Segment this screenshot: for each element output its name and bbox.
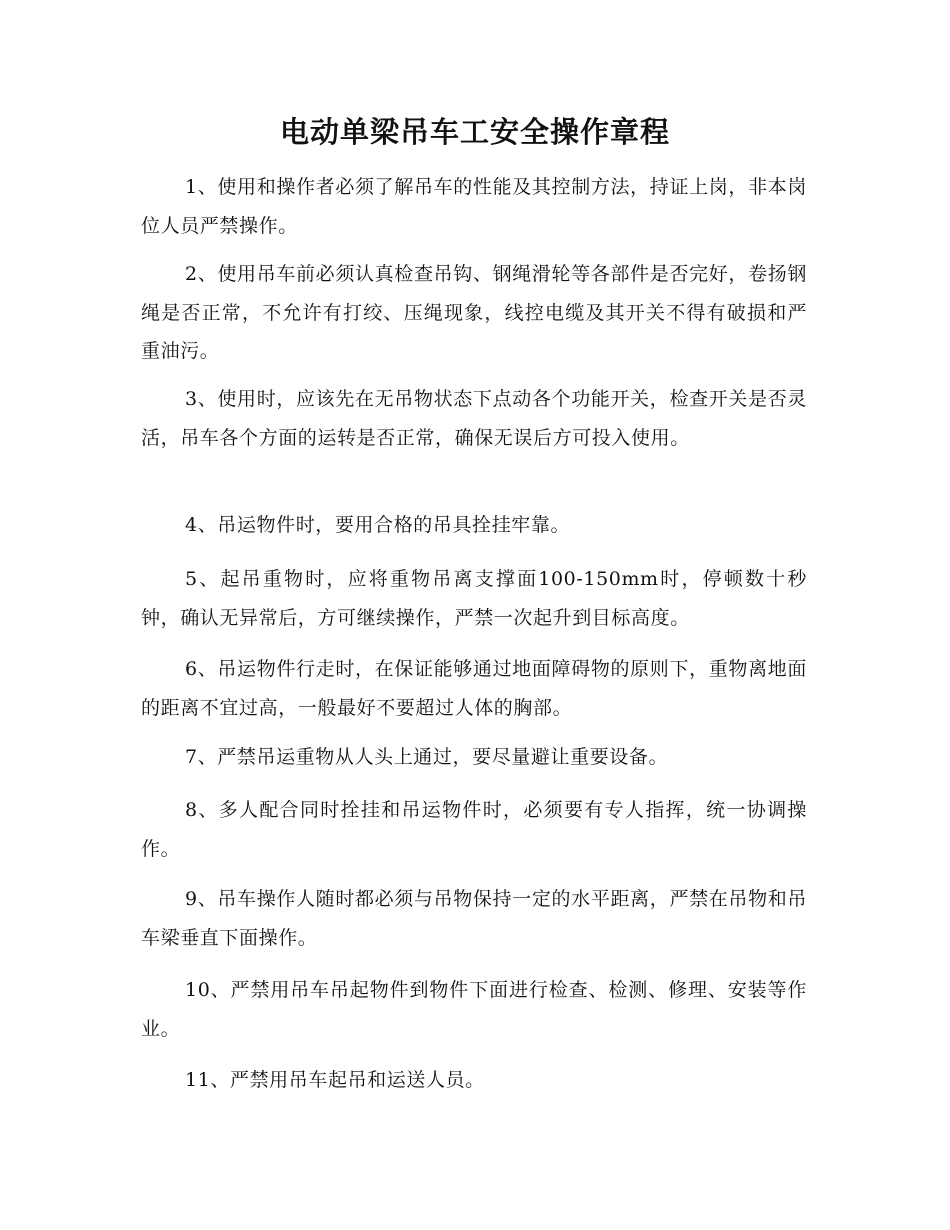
clause-4: 4、吊运物件时，要用合格的吊具拴挂牢靠。 [185, 514, 571, 536]
clause-11: 11、严禁用吊车起吊和运送人员。 [185, 1069, 485, 1091]
clause-7: 7、严禁吊运重物从人头上通过，要尽量避让重要设备。 [185, 746, 669, 768]
clause-8: 8、多人配合同时拴挂和吊运物件时，必须要有专人指挥，统一协调操作。 [141, 799, 807, 860]
clause-10: 10、严禁用吊车吊起物件到物件下面进行检查、检测、修理、安装等作业。 [141, 979, 807, 1040]
clause-1: 1、使用和操作者必须了解吊车的性能及其控制方法，持证上岗，非本岗位人员严禁操作。 [141, 176, 807, 237]
clause-3: 3、使用时，应该先在无吊物状态下点动各个功能开关，检查开关是否灵活，吊车各个方面的运转是否正常，确保无误后方可投入使用。 [141, 388, 807, 449]
page-title: 电动单梁吊车工安全操作章程 [279, 115, 670, 149]
clause-5: 5、起吊重物时，应将重物吊离支撑面100-150mm时，停顿数十秒钟，确认无异常后，方可继续操作，严禁一次起升到目标高度。 [141, 568, 807, 629]
clause-6: 6、吊运物件行走时，在保证能够通过地面障碍物的原则下，重物离地面的距离不宜过高，一般最好不要超过人体的胸部。 [141, 658, 807, 719]
clause-2: 2、使用吊车前必须认真检查吊钩、钢绳滑轮等各部件是否完好，卷扬钢绳是否正常，不允许有打绞、压绳现象，线控电缆及其开关不得有破损和严重油污。 [141, 263, 807, 362]
clause-9: 9、吊车操作人随时都必须与吊物保持一定的水平距离，严禁在吊物和吊车梁垂直下面操作。 [141, 888, 807, 949]
